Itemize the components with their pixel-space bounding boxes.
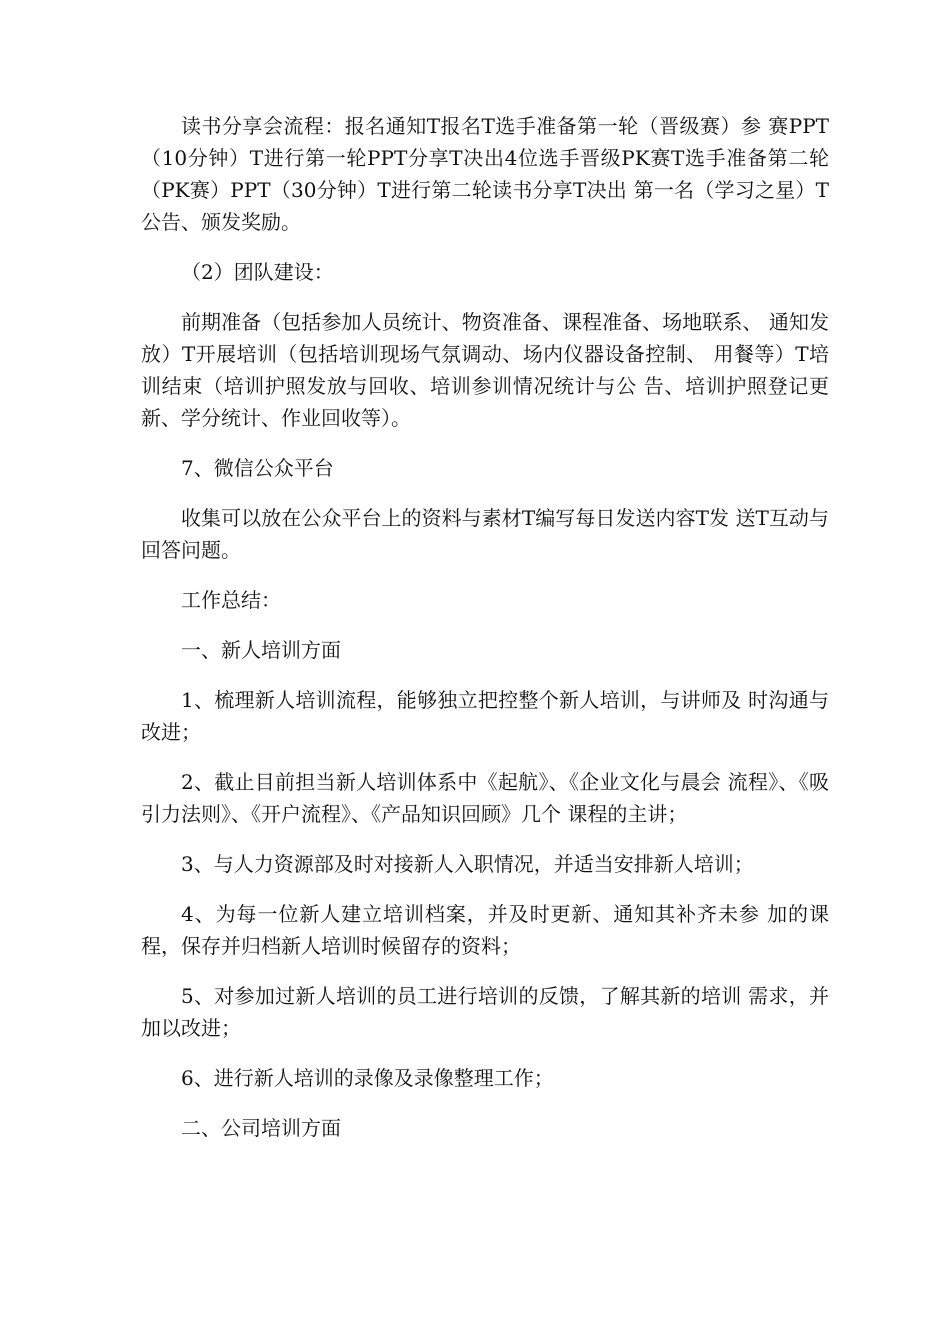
- paragraph-newcomer-training-heading: 一、新人培训方面: [181, 638, 341, 662]
- paragraph-summary-item-6: 6、进行新人培训的录像及录像整理工作；: [181, 1066, 554, 1090]
- paragraph-team-building-heading: （2）团队建设：: [181, 260, 334, 284]
- document-body: [141, 110, 829, 1162]
- paragraph-summary-item-4: 4、为每一位新人建立培训档案，并及时更新、通知其补齐未参 加的课程，保存并归档新人培训时候留存的资料；: [141, 902, 829, 958]
- paragraph-work-summary-heading: 工作总结：: [181, 588, 281, 612]
- paragraph-reading-share-process: 读书分享会流程：报名通知T报名T选手准备第一轮（晋级赛）参 赛PPT（10分钟）T进行第一轮PPT分享T决出4位选手晋级PK赛T选手准备第二轮（PK赛）PPT（30分钟）T进行第二轮读书分享T决出 第一名（学习之星）T公告、颁发奖励。: [141, 114, 829, 234]
- paragraph-wechat-process: 收集可以放在公众平台上的资料与素材T编写每日发送内容T发 送T互动与回答问题。: [141, 506, 829, 562]
- paragraph-summary-item-1: 1、梳理新人培训流程，能够独立把控整个新人培训，与讲师及 时沟通与改进；: [141, 688, 829, 744]
- paragraph-company-training-heading: 二、公司培训方面: [181, 1116, 341, 1140]
- paragraph-summary-item-5: 5、对参加过新人培训的员工进行培训的反馈，了解其新的培训 需求，并加以改进；: [141, 984, 829, 1040]
- paragraph-summary-item-2: 2、截止目前担当新人培训体系中《起航》、《企业文化与晨会 流程》、《吸引力法则》、《开户流程》、《产品知识回顾》几个 课程的主讲；: [141, 770, 829, 826]
- paragraph-summary-item-3: 3、与人力资源部及时对接新人入职情况，并适当安排新人培训；: [181, 852, 754, 876]
- paragraph-team-building-process: 前期准备（包括参加人员统计、物资准备、课程准备、场地联系、 通知发放）T开展培训（包括培训现场气氛调动、场内仪器设备控制、 用餐等）T培训结束（培训护照发放与回收、培训参训情况统计与公 告、培训护照登记更新、学分统计、作业回收等）。: [141, 310, 829, 430]
- paragraph-wechat-heading: 7、微信公众平台: [181, 456, 334, 480]
